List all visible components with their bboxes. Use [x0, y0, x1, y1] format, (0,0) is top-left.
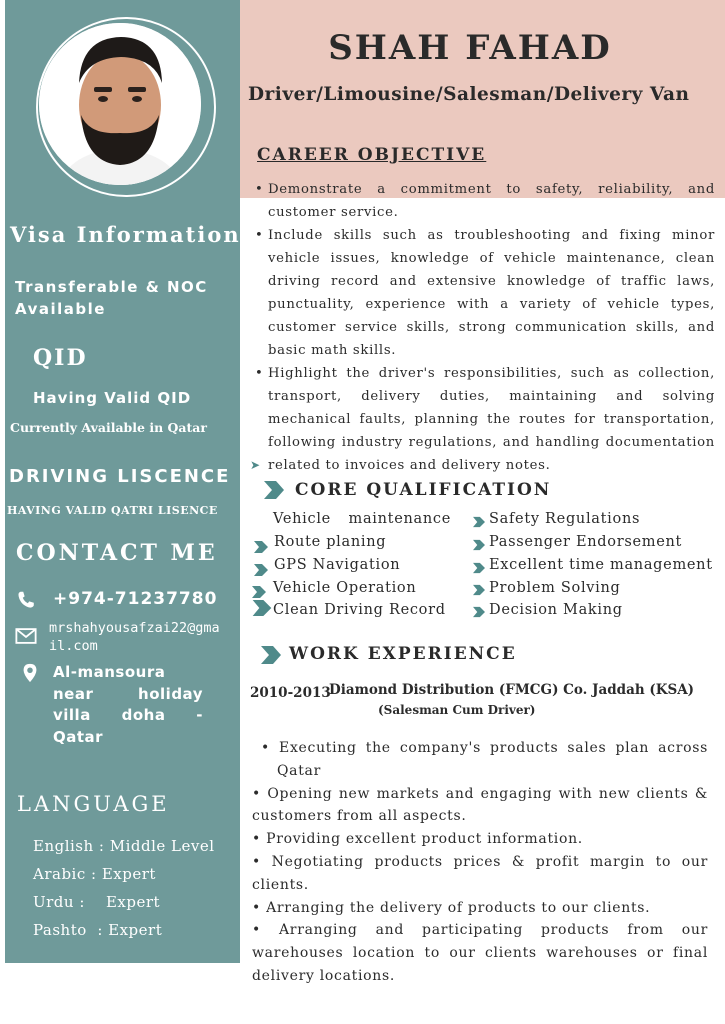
career-objective-heading: CAREER OBJECTIVE: [257, 145, 487, 165]
language-item: English : Middle Level: [33, 837, 215, 855]
phone-number: +974-71237780: [53, 589, 218, 609]
qualification-item: Route planing: [274, 534, 387, 550]
visa-heading: Visa Information: [10, 222, 241, 247]
list-item: • Executing the company's products sales plan across: [261, 740, 709, 756]
chevron-right-icon: [262, 479, 286, 501]
candidate-name: SHAH FAHAD: [328, 28, 612, 68]
core-qualification-heading: CORE QUALIFICATION: [295, 480, 552, 500]
job-title: Driver/Limousine/Salesman/Delivery Van: [248, 84, 690, 105]
list-item: • Providing excellent product information.: [252, 831, 583, 848]
qualification-item: Clean Driving Record: [273, 602, 446, 618]
chevron-right-icon: [254, 564, 268, 576]
list-item: • Arranging the delivery of products to our clients.: [252, 899, 651, 916]
list-item: • Demonstrate a commitment to safety, reliability, and customer service.: [255, 182, 715, 220]
job-dates: 2010-2013: [250, 685, 331, 701]
language-item: Pashto : Expert: [33, 921, 163, 939]
language-item: Arabic : Expert: [33, 865, 156, 883]
email-icon: [15, 625, 37, 647]
driving-value: HAVING VALID QATRI LISENCE: [7, 504, 218, 517]
list-item: • Include skills such as troubleshooting and fixing minor vehicle issues, knowledge of vehicle maintenance, clean driving record and extensive knowledge of traffic laws, punctuality, experience with a variety of vehicle types, customer service skills, strong communication skills, and basic math skills.: [255, 228, 715, 358]
qid-status: Currently Available in Qatar: [10, 420, 207, 435]
work-experience-heading: WORK EXPERIENCE: [289, 644, 517, 664]
list-item: ➤ related to invoices and delivery notes.: [253, 454, 715, 477]
list-item: • Opening new markets and engaging with new clients & customers from all aspects.: [252, 785, 708, 825]
qualification-item: GPS Navigation: [274, 557, 401, 573]
list-item: Qatar: [277, 762, 321, 779]
work-duties-list: [252, 737, 708, 988]
qid-value: Having Valid QID: [33, 389, 192, 407]
chevron-right-icon: [252, 600, 272, 616]
chevron-right-icon: [252, 586, 266, 598]
contact-heading: CONTACT ME: [16, 540, 218, 566]
qualification-item: Decision Making: [489, 602, 623, 618]
career-objective-list: [250, 178, 715, 477]
qualification-item: Passenger Endorsement: [489, 534, 683, 550]
list-item: • Arranging and participating products from our warehouses location to our clients warehouses or final delivery locations.: [252, 922, 708, 984]
chevron-right-icon: [473, 584, 485, 596]
chevron-right-icon: [473, 562, 485, 574]
qid-heading: QID: [33, 345, 88, 371]
language-list: [33, 832, 215, 944]
qualification-item: Vehicle maintenance: [273, 511, 451, 527]
list-item: • Negotiating products prices & profit margin to our clients.: [252, 853, 709, 893]
job-role: (Salesman Cum Driver): [378, 703, 536, 717]
chevron-right-icon: [473, 516, 485, 528]
chevron-right-icon: ➤: [250, 458, 261, 472]
visa-value: Transferable & NOC Available: [15, 278, 208, 318]
chevron-right-icon: [473, 539, 485, 551]
chevron-right-icon: [254, 541, 268, 553]
qualification-item: Safety Regulations: [489, 511, 641, 527]
language-item: Urdu : Expert: [33, 893, 161, 911]
address: Al-mansoura near holiday villa doha - Qatar: [53, 663, 203, 746]
qualification-item: Vehicle Operation: [273, 580, 417, 596]
location-icon: [19, 662, 41, 684]
list-item: • Highlight the driver's responsibilities, such as collection, transport, delivery duties, maintaining and solving mechanical faults, planning the routes for transportation, following industry regulations, and handling documentation: [255, 366, 715, 450]
chevron-right-icon: [259, 644, 283, 666]
qualification-item: Problem Solving: [489, 580, 621, 596]
language-heading: LANGUAGE: [17, 792, 170, 816]
qualification-item: Excellent time management: [489, 557, 713, 573]
profile-photo: [39, 23, 201, 185]
driving-heading: DRIVING LISCENCE: [9, 466, 231, 487]
email-address: mrshahyousafzai22@gmail.com: [49, 620, 220, 654]
chevron-right-icon: [473, 606, 485, 618]
job-company: Diamond Distribution (FMCG) Co. Jaddah (KSA): [329, 682, 695, 698]
phone-icon: [15, 589, 37, 611]
